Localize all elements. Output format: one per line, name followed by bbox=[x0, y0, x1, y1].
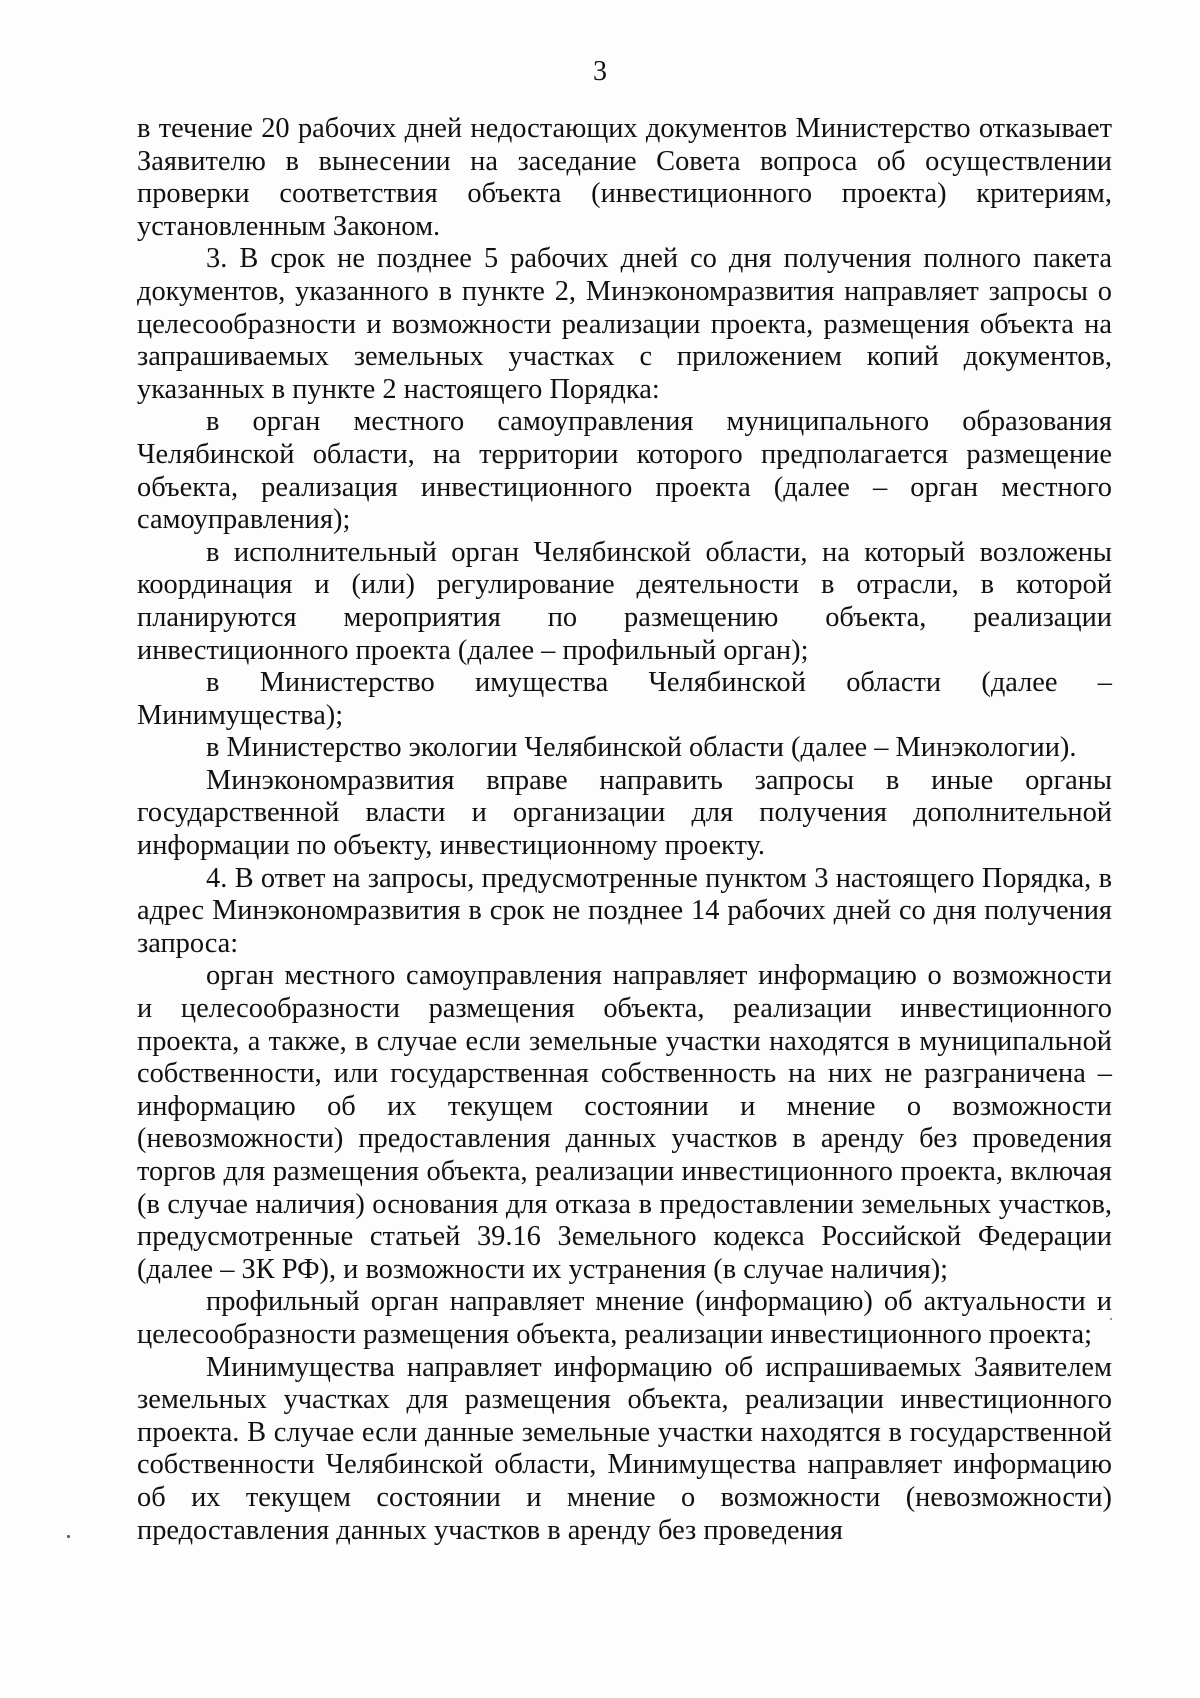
paragraph-clause-3: 3. В срок не позднее 5 рабочих дней со дня получения полного пакета документов, указанного в пункте 2, Минэкономразвития направляет запросы о целесообразности и возможности реализации проекта, размещения объекта на запрашиваемых земельных участках с приложением копий документов, указанных в пункте 2 настоящего Порядка: bbox=[137, 243, 1112, 405]
paragraph-ministry-ecology: в Министерство экологии Челябинской области (далее – Минэкологии). bbox=[206, 732, 1077, 764]
paragraph-profile-body-response: профильный орган направляет мнение (информацию) об актуальности и целесообразности размещения объекта, реализации инвестиционного проекта; bbox=[137, 1286, 1112, 1350]
paragraph-local-government-response: орган местного самоуправления направляет информацию о возможности и целесообразности размещения объекта, реализации инвестиционного проекта, а также, в случае если земельные участки находятся в муниципальной собственности, или государственная собственность на них не разграничена – информацию об их текущем состоянии и мнение о возможности (невозможности) предоставления данных участков в аренду без проведения торгов для размещения объекта, реализации инвестиционного проекта, включая (в случае наличия) основания для отказа в предоставлении земельных участков, предусмотренные статьей 39.16 Земельного кодекса Российской Федерации (далее – ЗК РФ), и возможности их устранения (в случае наличия); bbox=[137, 960, 1112, 1285]
scan-artifact bbox=[67, 1535, 70, 1538]
paragraph-clause-4: 4. В ответ на запросы, предусмотренные пунктом 3 настоящего Порядка, в адрес Минэкономразвития в срок не позднее 14 рабочих дней со дня получения запроса: bbox=[137, 862, 1112, 959]
scan-artifact bbox=[1110, 1318, 1112, 1320]
document-body bbox=[137, 113, 1112, 1547]
paragraph-executive-body: в исполнительный орган Челябинской области, на который возложены координация и (или) регулирование деятельности в отрасли, в которой планируются мероприятия по размещению объекта, реализации инвестиционного проекта (далее – профильный орган); bbox=[137, 536, 1112, 666]
paragraph-other-requests: Минэкономразвития вправе направить запросы в иные органы государственной власти и организации для получения дополнительной информации по объекту, инвестиционному проекту. bbox=[137, 764, 1112, 862]
paragraph-ministry-property-response: Минимущества направляет информацию об испрашиваемых Заявителем земельных участках для размещения объекта, реализации инвестиционного проекта. В случае если данные земельные участки находятся в государственной собственности Челябинской области, Минимущества направляет информацию об их текущем состоянии и мнение о возможности (невозможности) предоставления данных участков в аренду без проведения bbox=[137, 1351, 1112, 1546]
paragraph-local-government: в орган местного самоуправления муниципального образования Челябинской области, на территории которого предполагается размещение объекта, реализация инвестиционного проекта (далее – орган местного самоуправления); bbox=[137, 406, 1112, 536]
page-number: 3 bbox=[593, 56, 607, 87]
paragraph-continuation: в течение 20 рабочих дней недостающих документов Министерство отказывает Заявителю в вынесении на заседание Совета вопроса об осуществлении проверки соответствия объекта (инвестиционного проекта) критериям, установленным Законом. bbox=[137, 113, 1112, 242]
paragraph-ministry-property: в Министерство имущества Челябинской области (далее – Минимущества); bbox=[137, 667, 1112, 731]
